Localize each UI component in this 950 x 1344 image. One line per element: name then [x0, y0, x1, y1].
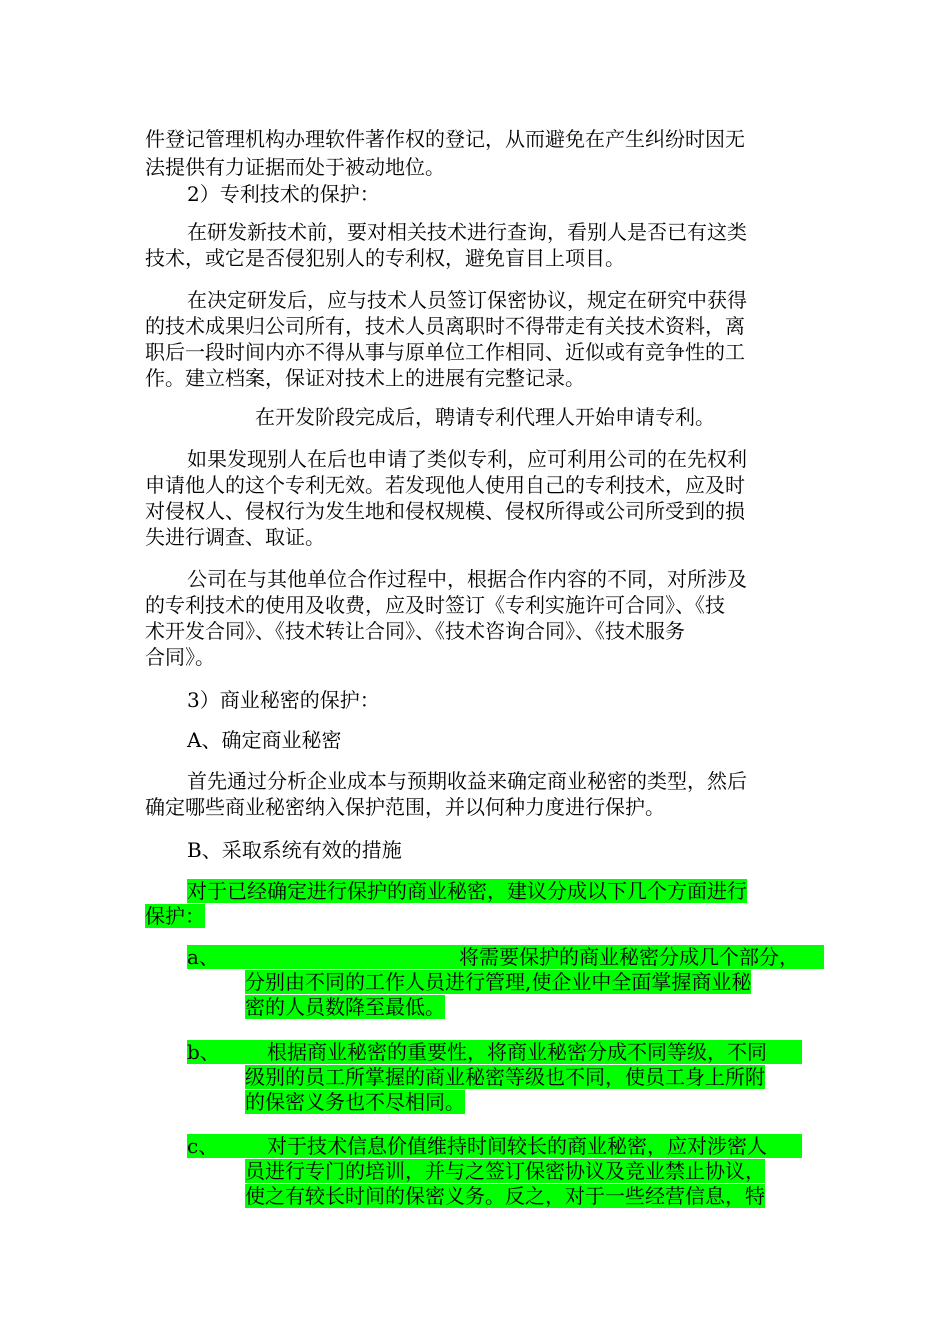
- text-line: 术开发合同》、《技术转让合同》、《技术咨询合同》、《技术服务: [145, 619, 685, 643]
- list-text-line: [245, 970, 751, 994]
- text-line: 在研发新技术前，要对相关技术进行查询，看别人是否已有这类: [187, 220, 747, 244]
- text-line: 公司在与其他单位合作过程中，根据合作内容的不同，对所涉及: [187, 567, 747, 591]
- text-line: 职后一段时间内亦不得从事与原单位工作相同、近似或有竞争性的工: [145, 340, 745, 364]
- list-text-line: [245, 995, 445, 1019]
- list-text-line: [245, 1159, 765, 1183]
- text-line: 首先通过分析企业成本与预期收益来确定商业秘密的类型，然后: [187, 769, 747, 793]
- section-heading: 3）商业秘密的保护：: [187, 688, 380, 712]
- highlighted-line: [145, 904, 205, 928]
- list-marker: c、: [187, 1134, 219, 1158]
- highlight-span: 员进行专门的培训，并与之签订保密协议及竞业禁止协议，: [245, 1159, 765, 1183]
- list-item-c-first-line: [187, 1134, 802, 1158]
- list-text: 对于技术信息价值维持时间较长的商业秘密，应对涉密人: [267, 1134, 767, 1158]
- text-line: 如果发现别人在后也申请了类似专利，应可利用公司的在先权利: [187, 447, 747, 471]
- highlight-span: 密的人员数降至最低。: [245, 995, 445, 1019]
- text-line: 件登记管理机构办理软件著作权的登记，从而避免在产生纠纷时因无: [145, 127, 745, 151]
- list-text: 根据商业秘密的重要性，将商业秘密分成不同等级，不同: [267, 1040, 767, 1064]
- highlighted-line: [187, 879, 747, 903]
- text-line: 在决定研发后，应与技术人员签订保密协议，规定在研究中获得: [187, 288, 747, 312]
- highlight-span: 使之有较长时间的保密义务。反之，对于一些经营信息，特: [245, 1184, 765, 1208]
- text-line: 的技术成果归公司所有，技术人员离职时不得带走有关技术资料，离: [145, 314, 745, 338]
- subsection-heading: B、采取系统有效的措施: [187, 838, 402, 862]
- list-text-line: [245, 1184, 765, 1208]
- subsection-heading: A、确定商业秘密: [187, 728, 342, 752]
- text-line: 技术，或它是否侵犯别人的专利权，避免盲目上项目。: [145, 246, 625, 270]
- list-item-a-first-line: [187, 945, 824, 969]
- text-line: 法提供有力证据而处于被动地位。: [145, 155, 445, 179]
- text-line: 对侵权人、侵权行为发生地和侵权规模、侵权所得或公司所受到的损: [145, 499, 745, 523]
- section-heading: 2）专利技术的保护：: [187, 182, 380, 206]
- highlight-span: 分别由不同的工作人员进行管理,使企业中全面掌握商业秘: [245, 970, 752, 994]
- list-text-line: [245, 1090, 465, 1114]
- list-item-b-first-line: [187, 1040, 802, 1064]
- text-line: 申请他人的这个专利无效。若发现他人使用自己的专利技术，应及时: [145, 473, 745, 497]
- highlight-span: 级别的员工所掌握的商业秘密等级也不同，使员工身上所附: [245, 1065, 765, 1089]
- text-line: 作。建立档案，保证对技术上的进展有完整记录。: [145, 366, 585, 390]
- text-line: 的专利技术的使用及收费，应及时签订《专利实施许可合同》、《技: [145, 593, 725, 617]
- highlight-span: 对于已经确定进行保护的商业秘密，建议分成以下几个方面进行: [187, 879, 747, 903]
- text-line: 失进行调查、取证。: [145, 525, 325, 549]
- highlight-span: 的保密义务也不尽相同。: [245, 1090, 465, 1114]
- text-line: 合同》。: [145, 645, 215, 669]
- list-text: 将需要保护的商业秘密分成几个部分，: [459, 945, 799, 969]
- text-line: 确定哪些商业秘密纳入保护范围，并以何种力度进行保护。: [145, 795, 665, 819]
- text-line: 在开发阶段完成后，聘请专利代理人开始申请专利。: [255, 405, 715, 429]
- highlight-span: 保护：: [145, 904, 205, 928]
- list-marker: b、: [187, 1040, 220, 1064]
- list-marker: a、: [187, 945, 219, 969]
- list-text-line: [245, 1065, 765, 1089]
